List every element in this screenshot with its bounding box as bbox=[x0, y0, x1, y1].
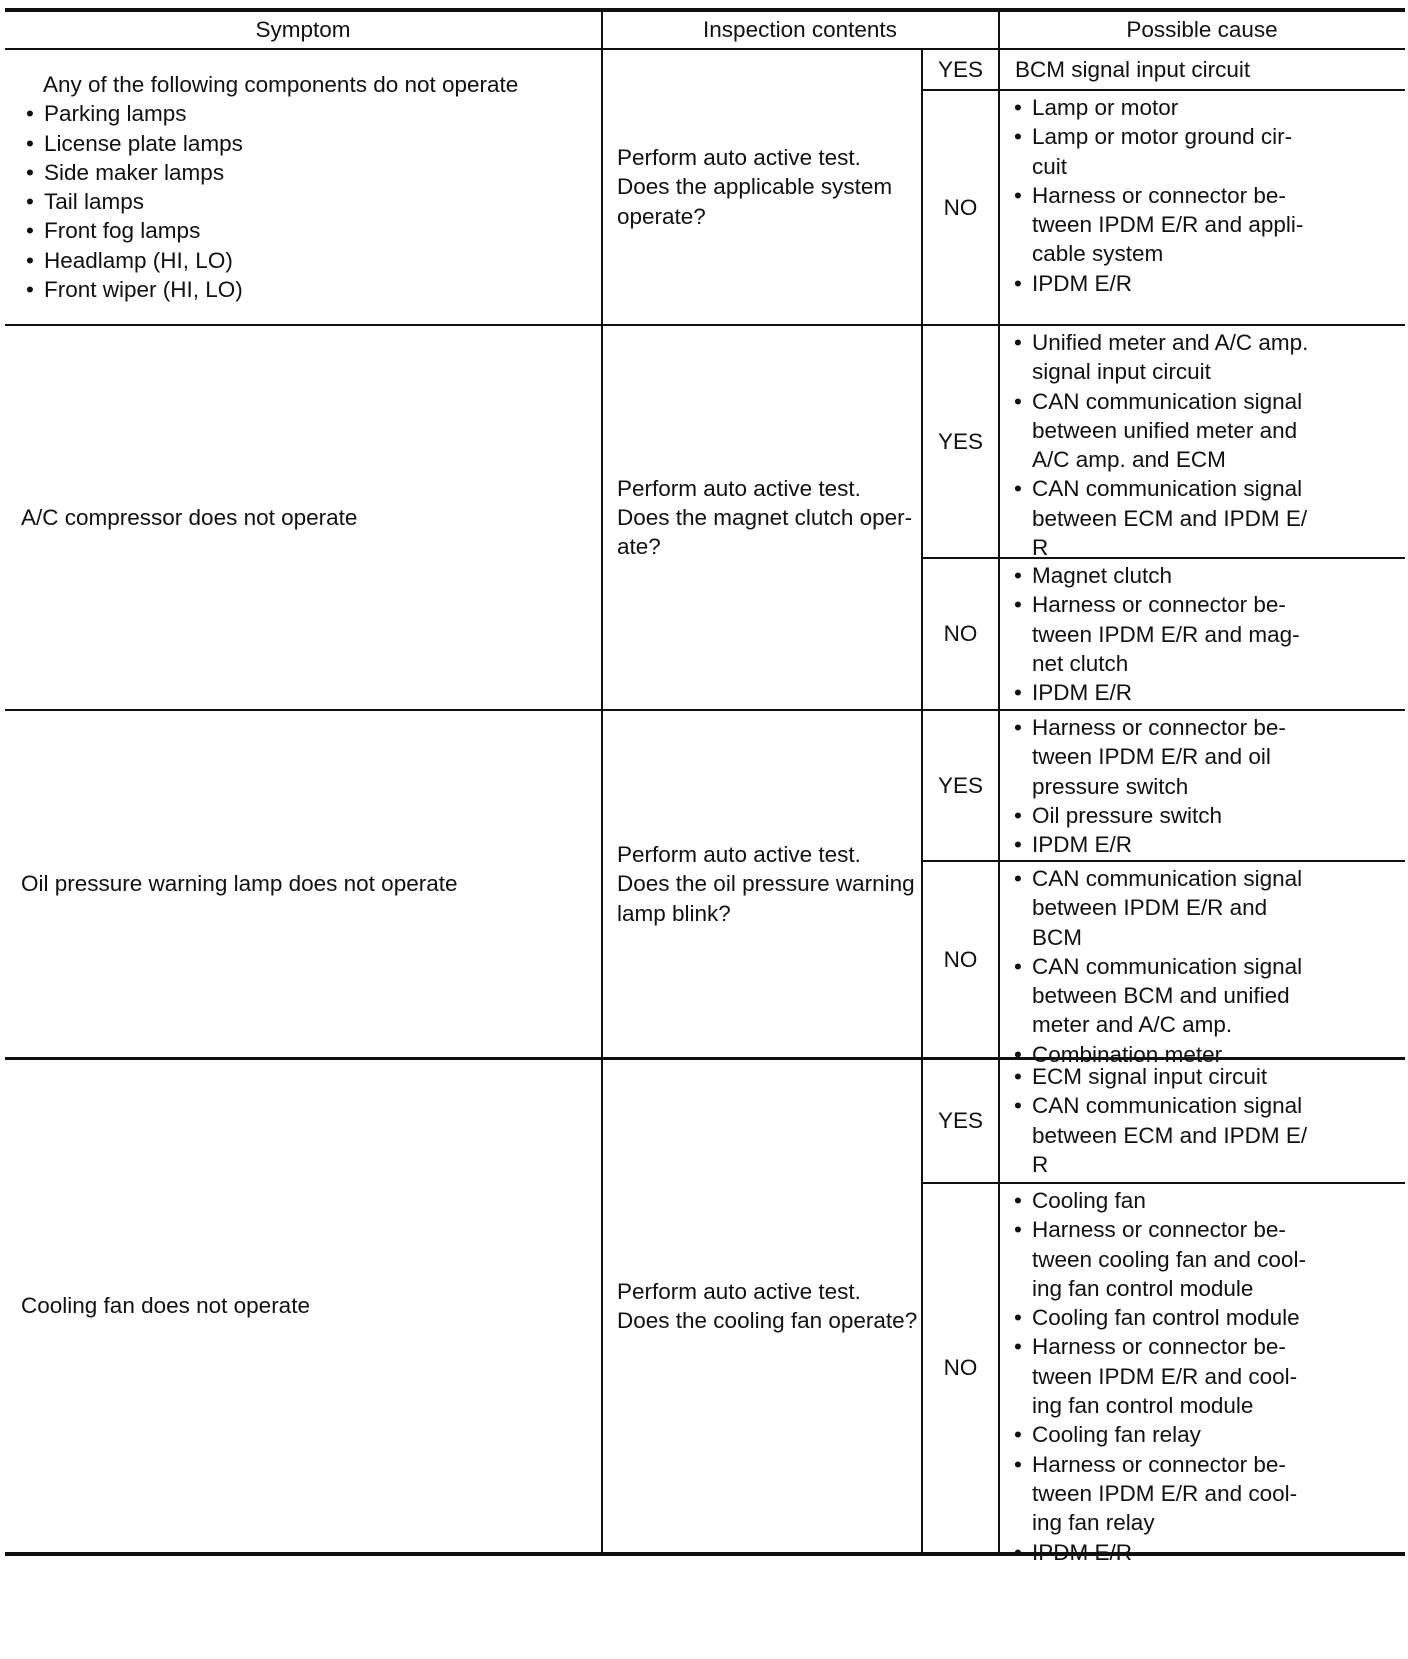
list-item: • Unified meter and A/C amp. signal input circuit bbox=[1009, 328, 1401, 387]
list-item: • Harness or connector be- tween IPDM E/R and cool- ing fan control module bbox=[1009, 1332, 1401, 1420]
list-item: • Front fog lamps bbox=[21, 216, 596, 245]
inspection-line: Does the cooling fan operate? bbox=[617, 1308, 918, 1333]
row2-yes-causes bbox=[1009, 328, 1401, 562]
row1-no-label: NO bbox=[943, 194, 978, 220]
list-item: • Harness or connector be- tween IPDM E/R and mag- net clutch bbox=[1009, 590, 1401, 678]
header-inspection-contents: Inspection contents bbox=[703, 16, 897, 42]
row2-yes-label: YES bbox=[937, 428, 984, 454]
row3-symptom: Oil pressure warning lamp does not operate bbox=[21, 871, 458, 897]
row2-inspection bbox=[617, 326, 917, 709]
list-item: • Tail lamps bbox=[21, 187, 596, 216]
row1-symptom-intro: Any of the following components do not operate bbox=[43, 72, 519, 97]
col-divider-2 bbox=[998, 8, 1000, 1555]
list-item: • IPDM E/R bbox=[1009, 269, 1401, 298]
row1-symptom-list bbox=[21, 99, 596, 304]
row4-no-causes bbox=[1009, 1186, 1401, 1567]
list-item: • CAN communication signal between IPDM E/R and BCM bbox=[1009, 864, 1401, 952]
inspection-line: operate? bbox=[617, 203, 706, 229]
list-item: • Headlamp (HI, LO) bbox=[21, 246, 596, 275]
list-item: • Combination meter bbox=[1009, 1040, 1401, 1069]
row4-yes-label: YES bbox=[937, 1108, 984, 1134]
col-divider-1 bbox=[601, 8, 603, 1555]
list-item: • Front wiper (HI, LO) bbox=[21, 275, 596, 304]
list-item: • Oil pressure switch bbox=[1009, 801, 1401, 830]
row2-symptom: A/C compressor does not operate bbox=[21, 504, 358, 530]
row3-no-label: NO bbox=[943, 946, 978, 972]
row4-inspection bbox=[617, 1060, 922, 1552]
diagnosis-table bbox=[5, 8, 1405, 1659]
list-item: • Harness or connector be- tween IPDM E/R and appli- cable system bbox=[1009, 181, 1401, 269]
row1-no-causes bbox=[1009, 93, 1401, 298]
list-item: • Harness or connector be- tween cooling fan and cool- ing fan control module bbox=[1009, 1215, 1401, 1303]
row1-yes-cause: BCM signal input circuit bbox=[1015, 56, 1251, 82]
row1-symptom bbox=[21, 70, 596, 304]
row4-yes-causes bbox=[1009, 1062, 1401, 1179]
list-item: • Side maker lamps bbox=[21, 158, 596, 187]
list-item: • ECM signal input circuit bbox=[1009, 1062, 1401, 1091]
inspection-line: Perform auto active test. bbox=[617, 842, 861, 868]
inspection-line: Does the oil pressure warning bbox=[617, 871, 915, 897]
row4-symptom: Cooling fan does not operate bbox=[21, 1293, 310, 1319]
list-item: • Parking lamps bbox=[21, 99, 596, 128]
list-item: • CAN communication signal between ECM and IPDM E/ R bbox=[1009, 1091, 1401, 1179]
row1-yes-label: YES bbox=[937, 56, 984, 82]
inspection-line: lamp blink? bbox=[617, 900, 731, 926]
inspection-line: Perform auto active test. bbox=[617, 1278, 861, 1304]
list-item: • IPDM E/R bbox=[1009, 830, 1401, 859]
list-item: • Harness or connector be- tween IPDM E/R and oil pressure switch bbox=[1009, 713, 1401, 801]
list-item: • Cooling fan control module bbox=[1009, 1303, 1401, 1332]
row2-no-causes bbox=[1009, 561, 1401, 707]
inspection-line: Does the applicable system bbox=[617, 174, 893, 200]
list-item: • CAN communication signal between unified meter and A/C amp. and ECM bbox=[1009, 387, 1401, 475]
list-item: • Magnet clutch bbox=[1009, 561, 1401, 590]
list-item: • IPDM E/R bbox=[1009, 1538, 1401, 1567]
row4-no-label: NO bbox=[943, 1355, 978, 1381]
inspection-line: Does the magnet clutch oper- bbox=[617, 504, 913, 530]
list-item: • IPDM E/R bbox=[1009, 678, 1401, 707]
list-item: • Cooling fan relay bbox=[1009, 1420, 1401, 1449]
row3-inspection bbox=[617, 711, 917, 1057]
row1-inspection bbox=[617, 50, 917, 324]
list-item: • CAN communication signal between ECM and IPDM E/ R bbox=[1009, 474, 1401, 562]
list-item: • CAN communication signal between BCM and unified meter and A/C amp. bbox=[1009, 952, 1401, 1040]
list-item: • Lamp or motor bbox=[1009, 93, 1401, 122]
list-item: • Cooling fan bbox=[1009, 1186, 1401, 1215]
inspection-line: Perform auto active test. bbox=[617, 475, 861, 501]
list-item: • Lamp or motor ground cir- cuit bbox=[1009, 122, 1401, 181]
row3-yes-label: YES bbox=[937, 772, 984, 798]
list-item: • Harness or connector be- tween IPDM E/R and cool- ing fan relay bbox=[1009, 1450, 1401, 1538]
header-symptom: Symptom bbox=[255, 16, 351, 42]
inspection-line: ate? bbox=[617, 534, 661, 560]
inspection-line: Perform auto active test. bbox=[617, 145, 861, 171]
row3-yes-causes bbox=[1009, 713, 1401, 859]
row3-no-causes bbox=[1009, 864, 1401, 1069]
list-item: • License plate lamps bbox=[21, 129, 596, 158]
header-possible-cause: Possible cause bbox=[1126, 16, 1278, 42]
row2-no-label: NO bbox=[943, 621, 978, 647]
